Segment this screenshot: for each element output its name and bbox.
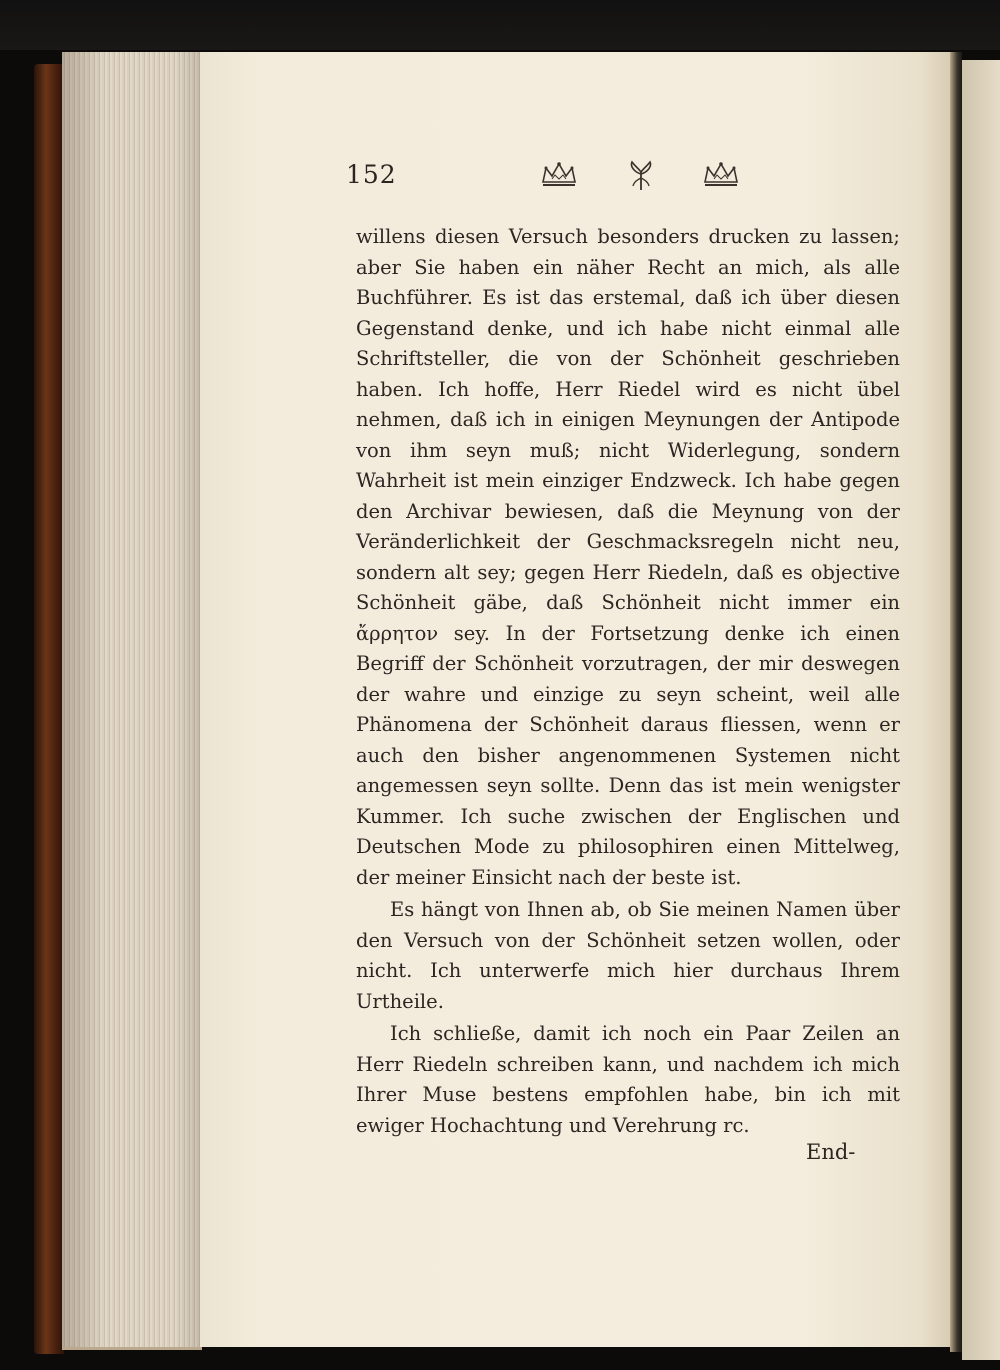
crown-icon <box>702 160 740 190</box>
fleur-icon <box>626 160 656 192</box>
catchword: End- <box>806 1140 856 1164</box>
paragraph: Es hängt von Ihnen ab, ob Sie meinen Namen über den Versuch von der Schönheit setzen wollen, oder nicht. Ich unterwerfe mich hier durchaus Ihrem Urtheile. <box>356 898 900 1013</box>
page-header <box>346 160 766 196</box>
facing-page-edge <box>962 60 1000 1360</box>
book-cover-edge <box>34 64 64 1354</box>
page-edges-shading <box>62 52 202 1347</box>
backdrop <box>0 0 1000 50</box>
page-number: 152 <box>346 160 397 189</box>
body-text <box>356 222 900 1141</box>
book-gutter <box>950 52 962 1352</box>
paragraph: willens diesen Versuch besonders drucken zu lassen; aber Sie haben ein näher Recht an mich, als alle Buchführer. Es ist das erstemal, daß ich über diesen Gegenstand denke, und ich habe nicht einmal alle Schriftsteller, die von der Schönheit geschrieben haben. Ich hoffe, Herr Riedel wird es nicht übel nehmen, daß ich in einigen Meynungen der Antipode von ihm seyn muß; nicht Widerlegung, sondern Wahrheit ist mein einziger Endzweck. Ich habe gegen den Archivar bewiesen, daß die Meynung von der Veränderlichkeit der Geschmacksregeln nicht neu, sondern alt sey; gegen Herr Riedeln, daß es objective Schönheit gäbe, daß Schönheit nicht immer ein ἄρρητον sey. In der Fortsetzung denke ich einen Begriff der Schönheit vorzutragen, der mir deswegen der wahre und einzige zu seyn scheint, weil alle Phänomena der Schönheit daraus fliessen, wenn er auch den bisher angenommenen Systemen nicht angemessen seyn sollte. Denn das ist mein wenigster Kummer. Ich suche zwischen der Englischen und Deutschen Mode zu philosophiren einen Mittelweg, der meiner Einsicht nach der beste ist. <box>356 225 900 889</box>
crown-icon <box>540 160 578 190</box>
paragraph: Ich schließe, damit ich noch ein Paar Zeilen an Herr Riedeln schreiben kann, und nachdem ich mich Ihrer Muse bestens empfohlen habe, bin ich mit ewiger Hochachtung und Verehrung rc. <box>356 1022 900 1137</box>
